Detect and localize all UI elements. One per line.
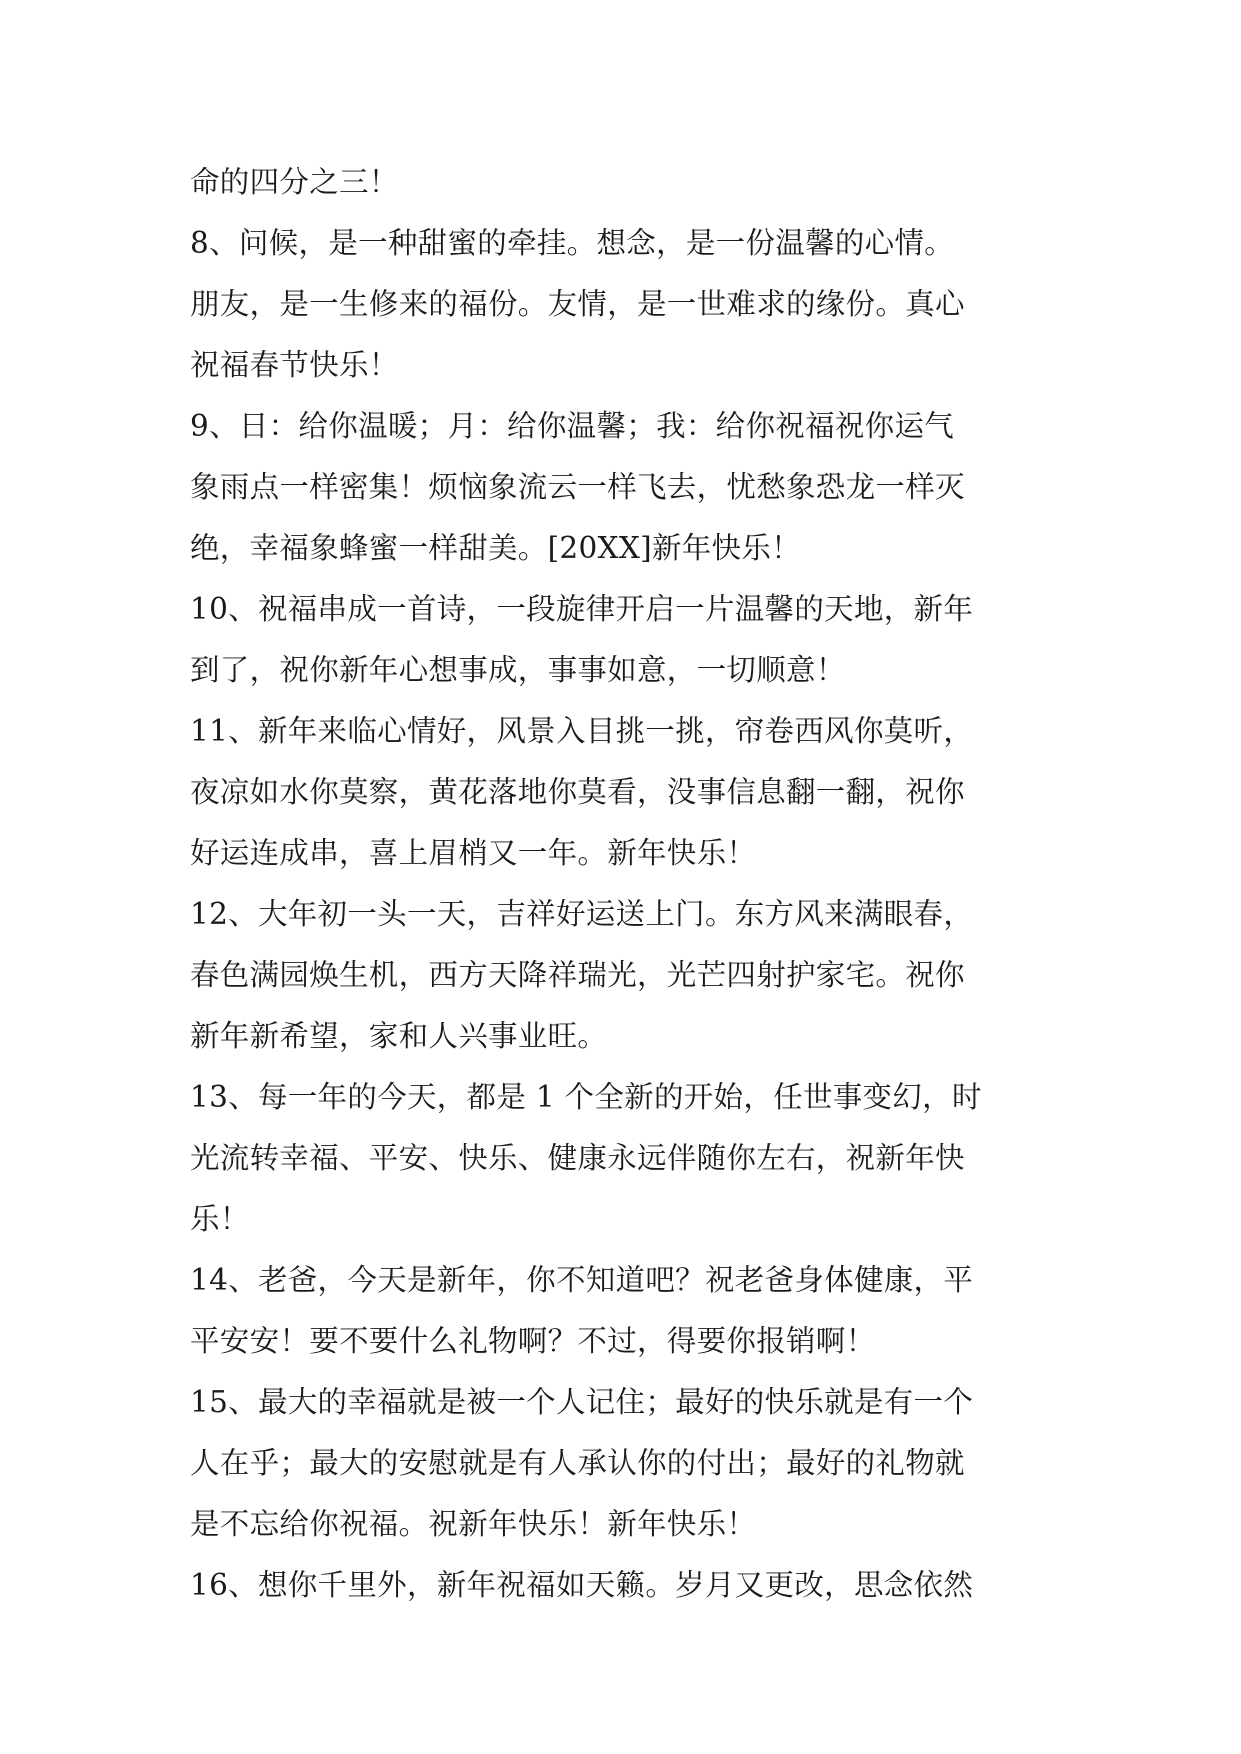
text-line: 9、日：给你温暖；月：给你温馨；我：给你祝福祝你运气 — [190, 409, 955, 443]
text-line: 象雨点一样密集！烦恼象流云一样飞去，忧愁象恐龙一样灭 — [190, 470, 965, 504]
text-line: 命的四分之三！ — [190, 165, 399, 199]
text-line: 祝福春节快乐！ — [190, 348, 399, 382]
text-line: 到了，祝你新年心想事成，事事如意，一切顺意！ — [190, 653, 846, 687]
text-line: 13、每一年的今天，都是 1 个全新的开始，任世事变幻，时 — [190, 1080, 982, 1114]
text-line: 绝，幸福象蜂蜜一样甜美。[20XX]新年快乐！ — [190, 531, 801, 565]
text-line: 乐！ — [190, 1202, 250, 1236]
text-line: 8、问候，是一种甜蜜的牵挂。想念，是一份温馨的心情。 — [190, 226, 955, 260]
text-line: 16、想你千里外，新年祝福如天籁。岁月又更改，思念依然 — [190, 1568, 974, 1602]
text-line: 平安安！要不要什么礼物啊？不过，得要你报销啊！ — [190, 1324, 876, 1358]
text-line: 新年新希望，家和人兴事业旺。 — [190, 1019, 608, 1053]
text-line: 朋友，是一生修来的福份。友情，是一世难求的缘份。真心 — [190, 287, 965, 321]
text-line: 15、最大的幸福就是被一个人记住；最好的快乐就是有一个 — [190, 1385, 974, 1419]
text-line: 好运连成串，喜上眉梢又一年。新年快乐！ — [190, 836, 757, 870]
text-line: 12、大年初一头一天，吉祥好运送上门。东方风来满眼春， — [190, 897, 974, 931]
text-line: 11、新年来临心情好，风景入目挑一挑，帘卷西风你莫听， — [190, 714, 974, 748]
text-line: 10、祝福串成一首诗，一段旋律开启一片温馨的天地，新年 — [190, 592, 974, 626]
document-body — [190, 152, 1070, 1616]
text-line: 14、老爸，今天是新年，你不知道吧？祝老爸身体健康，平 — [190, 1263, 974, 1297]
text-line: 光流转幸福、平安、快乐、健康永远伴随你左右，祝新年快 — [190, 1141, 965, 1175]
text-line: 是不忘给你祝福。祝新年快乐！新年快乐！ — [190, 1507, 757, 1541]
text-line: 春色满园焕生机，西方天降祥瑞光，光芒四射护家宅。祝你 — [190, 958, 965, 992]
text-line: 人在乎；最大的安慰就是有人承认你的付出；最好的礼物就 — [190, 1446, 965, 1480]
text-line: 夜凉如水你莫察，黄花落地你莫看，没事信息翻一翻，祝你 — [190, 775, 965, 809]
